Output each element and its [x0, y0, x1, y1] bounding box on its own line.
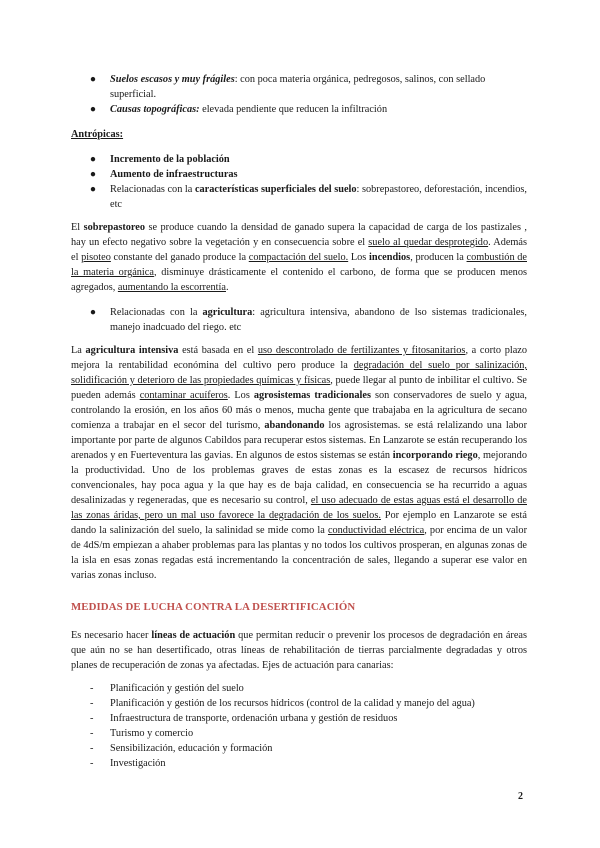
dash-marker: - [90, 758, 94, 769]
section-heading: MEDIDAS DE LUCHA CONTRA LA DESERTIFICACIÓN [71, 601, 356, 613]
dash-marker: - [90, 728, 94, 739]
paragraph-sobrepastoreo: El sobrepastoreo se produce cuando la densidad de ganado supera la capacidad de carga de los pastizales , hay un efecto negativo sobre la vegetación y en consecuencia sobre el suelo al quedar desprotegido. Además el pisoteo constante del ganado produce la compactación del suelo. Los incendios, producen la combustión de la materia orgánica, disminuye drásticamente el contenido el carbono, de forma que se producen menos agregados, aumentando la escorrentía. [71, 222, 527, 293]
paragraph-agricultura: La agricultura intensiva está basada en el uso descontrolado de fertilizantes y fitosanitarios, a corto plazo mejora la rentabilidad económina del cultivo pero produce la degradación del suelo por salinización, solidificación y deterioro de las propiedades químicas y físicas, puede llegar al punto de inbilitar el cultivo. Se pueden además contaminar acuíferos. Los agrosistemas tradicionales son conservadores de suelo y agua, controlando la erosión, en los años 60 más o menos, mucha gente que trabajaba en la agricultura de secano comienza a trabajar en el secor del turismo, abandonando los agrosistemas. se está relalizando una labor importante por parte de algunos Cabildos para recuperar estos sistemas. En Lanzarote se están recuperando los arenados y en Fuerteventura las gavias. En algunos de estos sistemas se están incorporando riego, mejorando la productividad. Uno de los problemas graves de estas zonas es la escasez de recursos hídricos convencionales, hay poca agua y la que hay es de baja calidad, en consecuencia se ha recurrido a aguas desalinizadas y regeneradas, que es necesario su control, el uso adecuado de estas aguas está el desarrollo de las zonas áridas, pero un mal uso favorece la degradación de los suelos. Por ejemplo en Lanzarote se está dando la salinización del suelo, la salinidad se mide como la conductividad eléctrica, por encima de un valor de 4dS/m empiezan a ahaber problemas para las plantas y no todos los cultivos prosperan, en algunas zonas de la isla en esas zonas regadas está incrementando la concentración de sales, llegando a superar ese valor en varias zonas incluso. [71, 345, 528, 581]
list-item: - Infraestructura de transporte, ordenación urbana y gestión de residuos [90, 713, 398, 724]
dash-marker: - [90, 743, 94, 754]
bullet-item: ● Relacionadas con la agricultura: agricultura intensiva, abandono de lso sistemas tradicionales, manejo inadcuado del riego. etc [89, 307, 527, 333]
dash-marker: - [90, 698, 94, 709]
list-item: - Investigación [90, 758, 166, 769]
bullet-item: ● Incremento de la población [89, 154, 230, 165]
section-label: Antrópicas: [71, 129, 124, 140]
paragraph-medidas: Es necesario hacer líneas de actuación que permitan reducir o prevenir los procesos de degradación en áreas que aún no se han desertificado, otras líneas de rehabilitación de tierras parcialmente degradadas y otros planes de recuperación de zonas ya afectadas. Ejes de actuación para canarias: [71, 630, 527, 671]
bullet-dot-icon: ● [89, 154, 97, 165]
bullet-dot-icon: ● [89, 104, 97, 115]
dash-marker: - [90, 683, 94, 694]
bullet-item: ● Causas topográficas: elevada pendiente que reducen la infiltración [89, 104, 388, 115]
page-number: 2 [518, 791, 523, 802]
list-item: - Planificación y gestión de los recursos hídricos (control de la calidad y manejo del agua) [90, 698, 475, 709]
bullet-dot-icon: ● [89, 74, 97, 85]
bullet-dot-icon: ● [89, 307, 97, 318]
bullet-dot-icon: ● [89, 169, 97, 180]
bullet-item: ● Aumento de infraestructuras [89, 169, 238, 180]
list-item: - Planificación y gestión del suelo [90, 683, 244, 694]
bullet-item: ● Relacionadas con la características superficiales del suelo: sobrepastoreo, deforestación, incendios, etc [89, 184, 527, 210]
list-item: - Turismo y comercio [90, 728, 194, 739]
bullet-dot-icon: ● [89, 184, 97, 195]
dash-marker: - [90, 713, 94, 724]
bullet-item: ● Suelos escasos y muy frágiles: con poca materia orgánica, pedregosos, salinos, con sellado superficial. [89, 74, 486, 100]
list-item: - Sensibilización, educación y formación [90, 743, 273, 754]
